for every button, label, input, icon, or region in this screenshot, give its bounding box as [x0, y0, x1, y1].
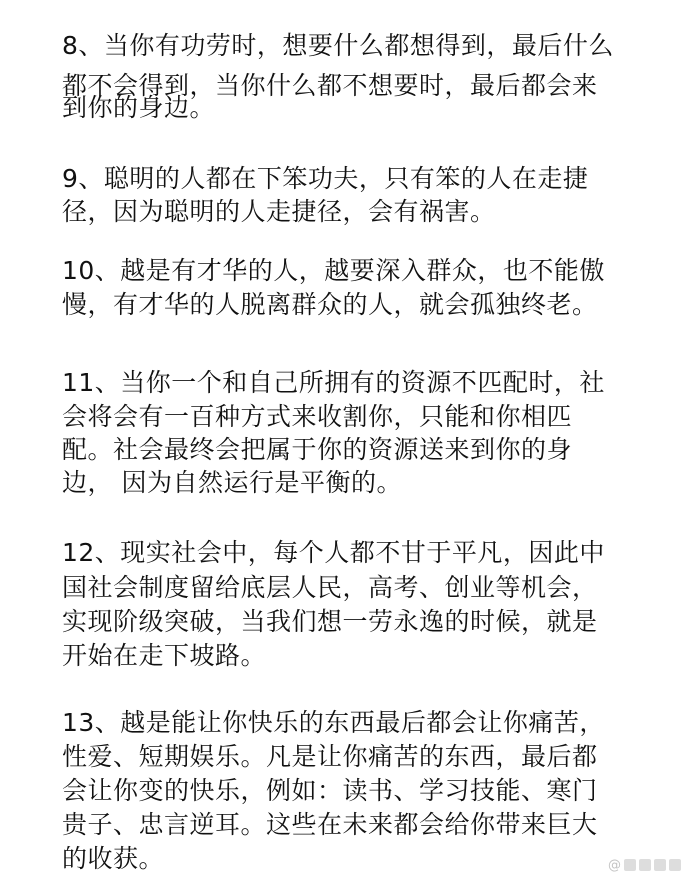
watermark-blur-block: [669, 859, 681, 871]
paragraph-13-line-1: 13、越是能让你快乐的东西最后都会让你痛苦，: [62, 708, 605, 737]
paragraph-12-line-2: 国社会制度留给底层人民，高考、创业等机会，: [62, 573, 598, 602]
paragraph-13-line-5: 的收获。: [62, 844, 165, 873]
watermark: [608, 854, 682, 876]
paragraph-8-line-1: 8、当你有功劳时，想要什么都想得到，最后什么: [62, 31, 614, 60]
paragraph-11-line-3: 配。社会最终会把属于你的资源送来到你的身: [62, 435, 573, 464]
paragraph-11-line-2: 会将会有一百种方式来收割你，只能和你相匹: [62, 402, 573, 431]
paragraph-13-line-2: 性爱、短期娱乐。凡是让你痛苦的东西，最后都: [62, 742, 598, 771]
paragraph-12-line-3: 实现阶级突破，当我们想一劳永逸的时候，就是: [62, 607, 598, 636]
paragraph-8-line-3: 到你的身边。: [62, 93, 216, 122]
paragraph-9-line-1: 9、聪明的人都在下笨功夫，只有笨的人在走捷: [62, 164, 589, 193]
watermark-blur-block: [654, 859, 666, 871]
paragraph-13-line-3: 会让你变的快乐，例如：读书、学习技能、寒门: [62, 776, 598, 805]
paragraph-10-line-1: 10、越是有才华的人，越要深入群众，也不能傲: [62, 256, 605, 285]
watermark-blur-block: [639, 859, 651, 871]
paragraph-10-line-2: 慢，有才华的人脱离群众的人，就会孤独终老。: [62, 290, 598, 319]
paragraph-13-line-4: 贵子、忠言逆耳。这些在未来都会给你带来巨大: [62, 810, 598, 839]
paragraph-12-line-1: 12、现实社会中，每个人都不甘于平凡，因此中: [62, 538, 605, 567]
paragraph-11-line-4: 边， 因为自然运行是平衡的。: [62, 468, 402, 497]
paragraph-8-line-2: 都不会得到，当你什么都不想要时，最后都会来: [62, 71, 598, 100]
watermark-blur-block: [624, 859, 636, 871]
paragraph-9-line-2: 径，因为聪明的人走捷径，会有祸害。: [62, 197, 496, 226]
paragraph-12-line-4: 开始在走下坡路。: [62, 641, 267, 670]
paragraph-11-line-1: 11、当你一个和自己所拥有的资源不匹配时，社: [62, 368, 605, 397]
watermark-at-symbol: @: [608, 857, 621, 873]
